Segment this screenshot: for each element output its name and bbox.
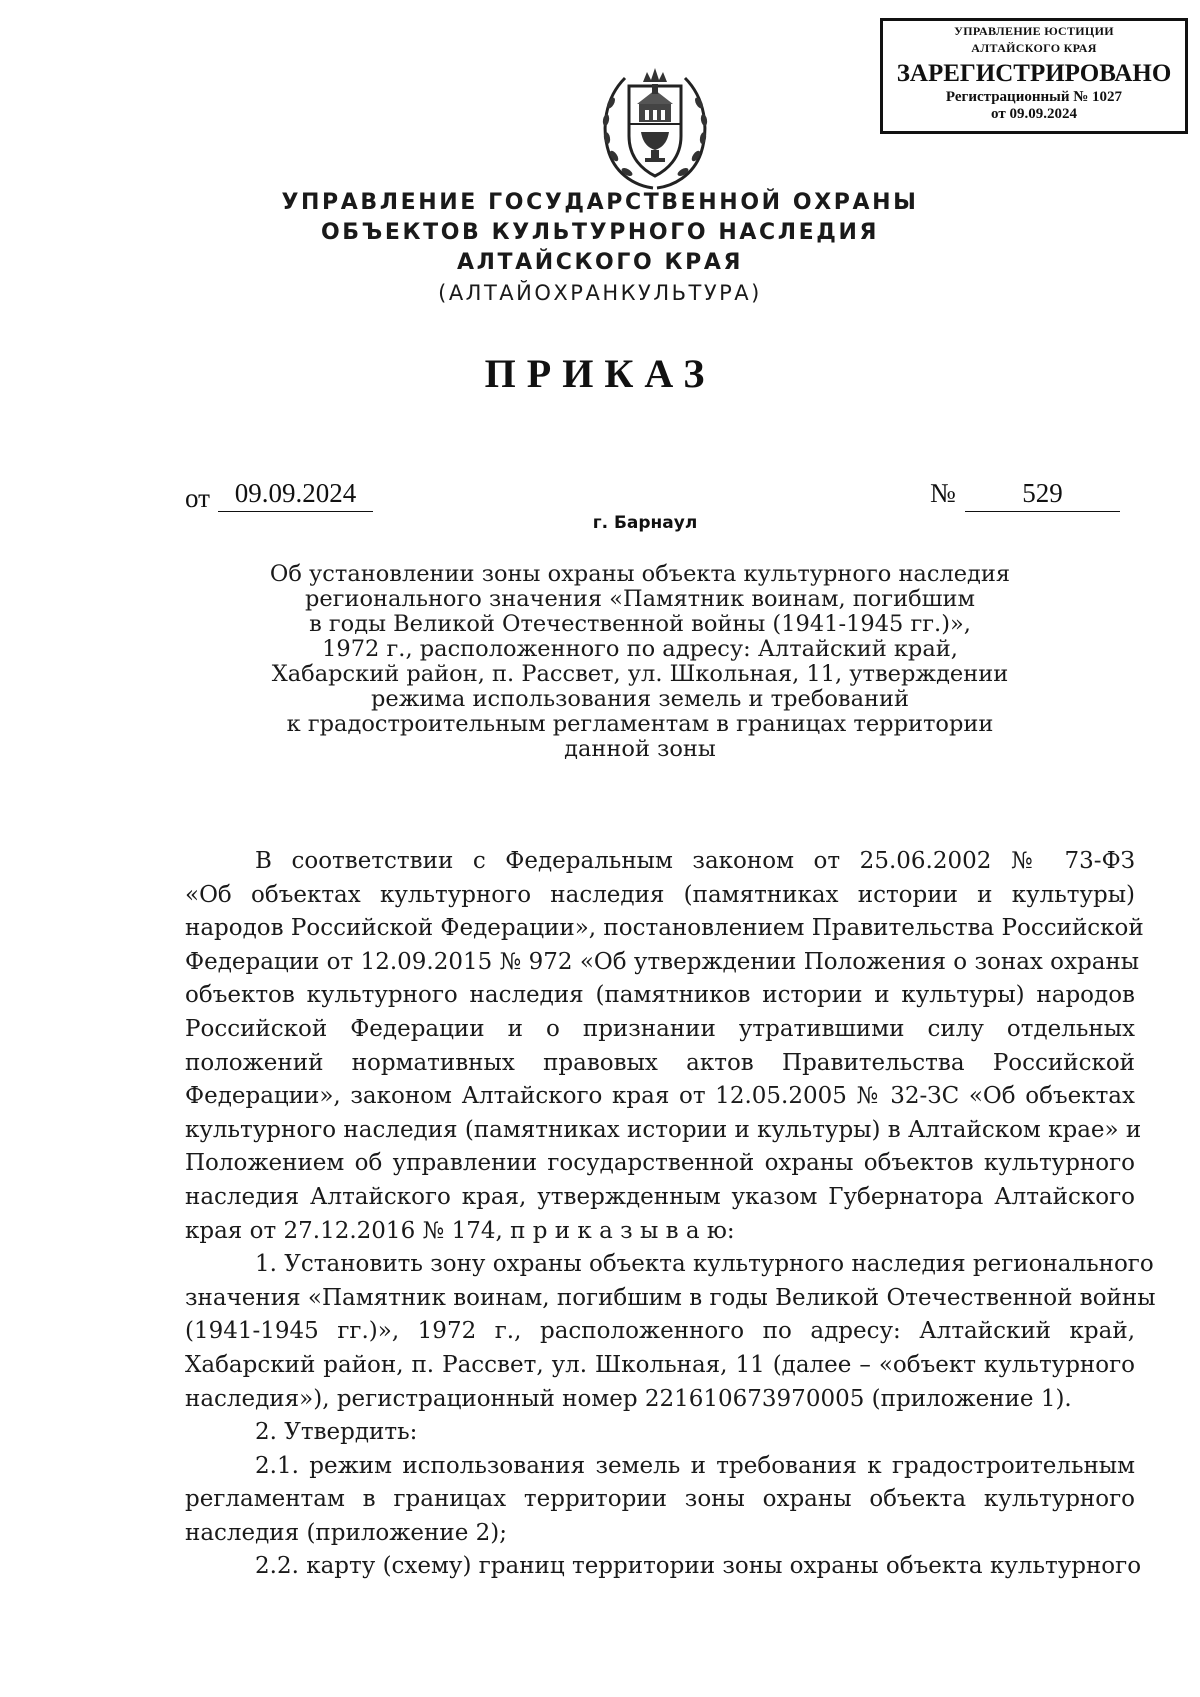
number-sign: № bbox=[930, 478, 956, 508]
document-number: 529 bbox=[965, 478, 1120, 512]
body-line: края от 27.12.2016 № 174, п р и к а з ы в а ю: bbox=[185, 1217, 735, 1244]
document-type: ПРИКАЗ bbox=[484, 351, 716, 396]
org-name-line3: АЛТАЙСКОГО КРАЯ bbox=[456, 250, 744, 275]
body-line: «Об объектах культурного наследия (памятниках истории и культуры) bbox=[185, 881, 1135, 908]
title-line: Хабарский район, п. Рассвет, ул. Школьная, 11, утверждении bbox=[271, 661, 1009, 687]
body-line: положений нормативных правовых актов Правительства Российской bbox=[185, 1049, 1135, 1076]
body-line: Российской Федерации и о признании утратившими силу отдельных bbox=[185, 1015, 1135, 1042]
body-line: объектов культурного наследия (памятников истории и культуры) народов bbox=[185, 982, 1135, 1009]
body-line: значения «Памятник воинам, погибшим в годы Великой Отечественной войны bbox=[185, 1284, 1156, 1311]
title-line: 1972 г., расположенного по адресу: Алтайский край, bbox=[322, 636, 958, 662]
stamp-org-line2: АЛТАЙСКОГО КРАЯ bbox=[971, 41, 1097, 55]
title-line: данной зоны bbox=[564, 736, 716, 762]
body-line: Положением об управлении государственной охраны объектов культурного bbox=[185, 1150, 1135, 1177]
body-line: культурного наследия (памятниках истории и культуры) в Алтайском крае» и bbox=[185, 1116, 1142, 1143]
org-name-line2: ОБЪЕКТОВ КУЛЬТУРНОГО НАСЛЕДИЯ bbox=[320, 220, 880, 245]
org-short-name: (АЛТАЙОХРАНКУЛЬТУРА) bbox=[438, 281, 762, 305]
body-line: наследия (приложение 2); bbox=[185, 1519, 507, 1546]
body-line: народов Российской Федерации», постановлением Правительства Российской bbox=[185, 915, 1144, 942]
document-body bbox=[185, 845, 1156, 1584]
title-line: режима использования земель и требований bbox=[371, 686, 909, 712]
city: г. Барнаул bbox=[592, 513, 698, 533]
body-line: наследия Алтайского края, утвержденным указом Губернатора Алтайского bbox=[185, 1183, 1135, 1210]
date-prefix: от bbox=[185, 483, 210, 513]
stamp-reg-number: Регистрационный № 1027 bbox=[945, 89, 1123, 105]
title-line: регионального значения «Памятник воинам, погибшим bbox=[304, 586, 976, 612]
title-line: к градостроительным регламентам в границах территории bbox=[286, 711, 994, 737]
body-line: наследия»), регистрационный номер 221610673970005 (приложение 1). bbox=[185, 1385, 1072, 1412]
document-title bbox=[230, 562, 1050, 762]
document-date: 09.09.2024 bbox=[218, 478, 373, 512]
stamp-org-line1: УПРАВЛЕНИЕ ЮСТИЦИИ bbox=[954, 24, 1114, 38]
coat-of-arms-icon bbox=[595, 58, 715, 194]
title-line: в годы Великой Отечественной войны (1941-1945 гг.)», bbox=[309, 611, 971, 637]
body-line: Федерации от 12.09.2015 № 972 «Об утверждении Положения о зонах охраны bbox=[185, 948, 1140, 975]
body-line: (1941-1945 гг.)», 1972 г., расположенного по адресу: Алтайский край, bbox=[185, 1318, 1135, 1345]
body-line: регламентам в границах территории зоны охраны объекта культурного bbox=[185, 1486, 1135, 1513]
body-line: Хабарский район, п. Рассвет, ул. Школьная, 11 (далее – «объект культурного bbox=[185, 1351, 1135, 1378]
registration-stamp bbox=[880, 18, 1188, 134]
org-name-line1: УПРАВЛЕНИЕ ГОСУДАРСТВЕННОЙ ОХРАНЫ bbox=[281, 190, 919, 215]
body-line: В соответствии с Федеральным законом от 25.06.2002 № 73-ФЗ bbox=[255, 848, 1135, 874]
title-line: Об установлении зоны охраны объекта культурного наследия bbox=[269, 561, 1011, 587]
body-line: 1. Установить зону охраны объекта культурного наследия регионального bbox=[255, 1251, 1154, 1278]
stamp-status: ЗАРЕГИСТРИРОВАНО bbox=[896, 60, 1172, 87]
body-line: 2.2. карту (схему) границ территории зоны охраны объекта культурного bbox=[255, 1553, 1142, 1580]
issuing-authority bbox=[0, 188, 1200, 308]
body-line: 2. Утвердить: bbox=[255, 1419, 418, 1446]
body-line: 2.1. режим использования земель и требования к градостроительным bbox=[255, 1452, 1135, 1479]
stamp-reg-date: от 09.09.2024 bbox=[991, 106, 1077, 122]
body-line: Федерации», законом Алтайского края от 12.05.2005 № 32-ЗС «Об объектах bbox=[185, 1083, 1135, 1110]
